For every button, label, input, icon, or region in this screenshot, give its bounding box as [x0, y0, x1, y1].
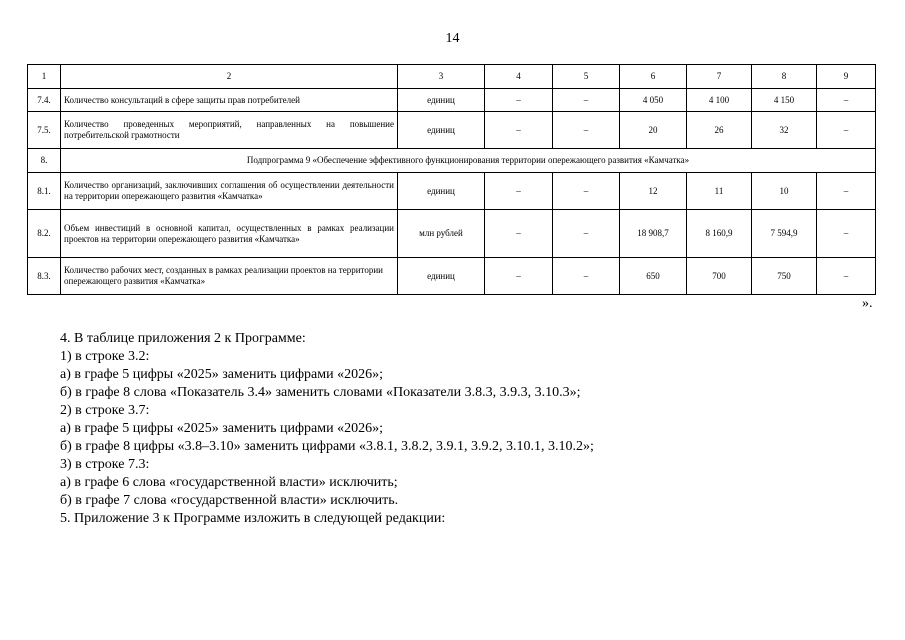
unit-cell: единиц: [398, 112, 485, 149]
row-number: 8.3.: [28, 258, 61, 295]
table-row: [28, 258, 876, 295]
value-cell: –: [553, 258, 620, 295]
value-cell: –: [553, 112, 620, 149]
value-cell: –: [817, 112, 876, 149]
value-cell: –: [485, 210, 553, 258]
table-row: [28, 210, 876, 258]
value-cell: –: [485, 258, 553, 295]
value-cell: 4 050: [620, 89, 687, 112]
table-header-row: [28, 65, 876, 89]
header-cell: 2: [61, 65, 398, 89]
header-cell: 1: [28, 65, 61, 89]
header-cell: 9: [817, 65, 876, 89]
header-cell: 3: [398, 65, 485, 89]
paragraph: б) в графе 8 слова «Показатель 3.4» заменить словами «Показатели 3.8.3, 3.9.3, 3.10.3»;: [60, 385, 581, 400]
header-cell: 7: [687, 65, 752, 89]
value-cell: –: [817, 173, 876, 210]
indicator-name: Количество организаций, заключивших соглашения об осуществлении деятельности на территории опережающего развития «Камчатка»: [61, 173, 398, 210]
indicators-table: [27, 64, 876, 295]
paragraph: а) в графе 6 слова «государственной власти» исключить;: [60, 475, 398, 490]
value-cell: 32: [752, 112, 817, 149]
row-number: 7.5.: [28, 112, 61, 149]
row-number: 8.2.: [28, 210, 61, 258]
value-cell: 8 160,9: [687, 210, 752, 258]
value-cell: –: [485, 173, 553, 210]
value-cell: 10: [752, 173, 817, 210]
value-cell: –: [817, 258, 876, 295]
value-cell: –: [485, 112, 553, 149]
value-cell: –: [817, 210, 876, 258]
indicator-name: Количество проведенных мероприятий, направленных на повышение потребительской грамотности: [61, 112, 398, 149]
paragraph: б) в графе 8 цифры «3.8–3.10» заменить цифрами «3.8.1, 3.8.2, 3.9.1, 3.9.2, 3.10.1, 3.10.2»;: [60, 439, 594, 454]
paragraph: а) в графе 5 цифры «2025» заменить цифрами «2026»;: [60, 421, 384, 436]
value-cell: –: [553, 210, 620, 258]
value-cell: 7 594,9: [752, 210, 817, 258]
value-cell: 750: [752, 258, 817, 295]
unit-cell: единиц: [398, 173, 485, 210]
value-cell: 4 100: [687, 89, 752, 112]
subprogram-title: Подпрограмма 9 «Обеспечение эффективного функционирования территории опережающего развития «Камчатка»: [61, 149, 876, 173]
paragraph: 4. В таблице приложения 2 к Программе:: [60, 331, 306, 346]
value-cell: 20: [620, 112, 687, 149]
row-number: 8.1.: [28, 173, 61, 210]
table-row: [28, 173, 876, 210]
value-cell: 4 150: [752, 89, 817, 112]
value-cell: –: [817, 89, 876, 112]
table-row: [28, 89, 876, 112]
unit-cell: единиц: [398, 89, 485, 112]
header-cell: 8: [752, 65, 817, 89]
value-cell: 11: [687, 173, 752, 210]
value-cell: 650: [620, 258, 687, 295]
value-cell: –: [553, 89, 620, 112]
page-number: 14: [445, 31, 460, 46]
closing-quote-mark: ».: [862, 296, 873, 311]
paragraph: 2) в строке 3.7:: [60, 403, 150, 418]
indicator-name: Количество консультаций в сфере защиты прав потребителей: [61, 89, 398, 112]
paragraph: 5. Приложение 3 к Программе изложить в следующей редакции:: [60, 511, 446, 526]
paragraph: 1) в строке 3.2:: [60, 349, 150, 364]
subprogram-row: [28, 149, 876, 173]
paragraph: а) в графе 5 цифры «2025» заменить цифрами «2026»;: [60, 367, 384, 382]
unit-cell: единиц: [398, 258, 485, 295]
table-row: [28, 112, 876, 149]
header-cell: 5: [553, 65, 620, 89]
unit-cell: млн рублей: [398, 210, 485, 258]
indicator-name: Количество рабочих мест, созданных в рамках реализации проектов на территории опережающего развития «Камчатка»: [61, 258, 398, 295]
value-cell: –: [485, 89, 553, 112]
value-cell: 18 908,7: [620, 210, 687, 258]
row-number: 8.: [28, 149, 61, 173]
paragraph: б) в графе 7 слова «государственной власти» исключить.: [60, 493, 399, 508]
paragraph: 3) в строке 7.3:: [60, 457, 150, 472]
value-cell: –: [553, 173, 620, 210]
header-cell: 6: [620, 65, 687, 89]
row-number: 7.4.: [28, 89, 61, 112]
value-cell: 12: [620, 173, 687, 210]
value-cell: 700: [687, 258, 752, 295]
amendment-text: [60, 330, 880, 528]
header-cell: 4: [485, 65, 553, 89]
value-cell: 26: [687, 112, 752, 149]
indicator-name: Объем инвестиций в основной капитал, осуществленных в рамках реализации проектов на территории опережающего развития «Камчатка»: [61, 210, 398, 258]
